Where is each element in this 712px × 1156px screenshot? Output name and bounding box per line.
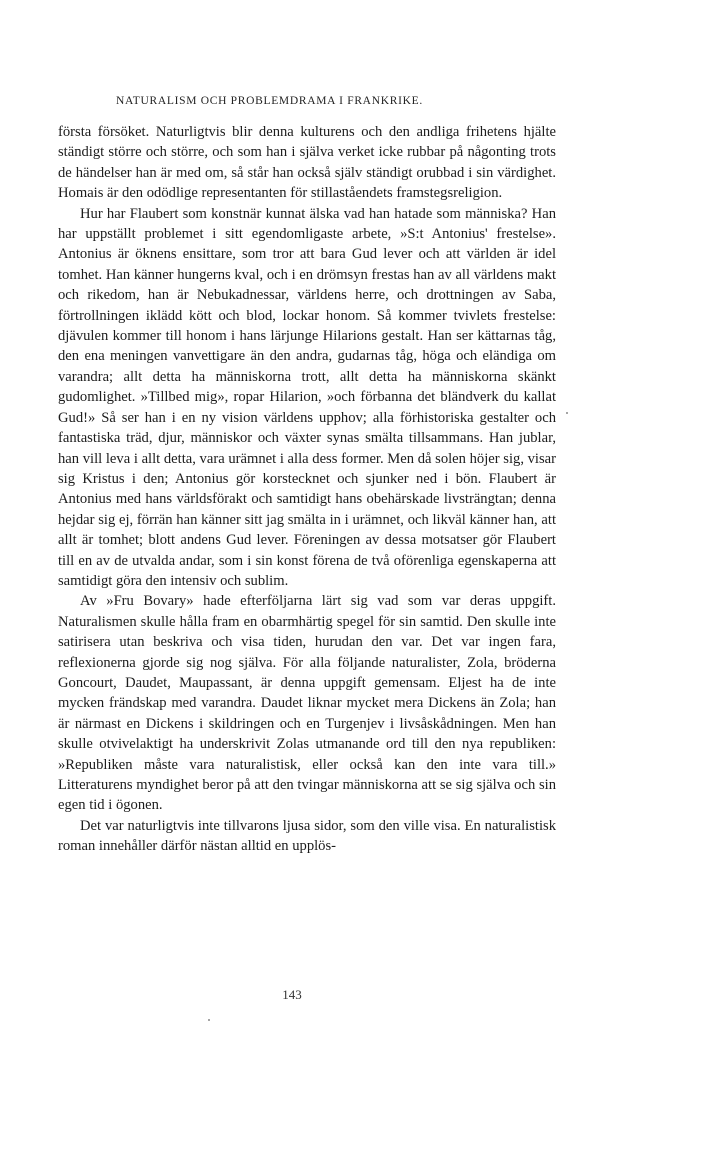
paragraph-1: första försöket. Naturligtvis blir denna kulturens och den andliga frihetens hjälte ständigt större och större, och som han i själva verket icke rubbar på någonting trots de händelser han är med om, så står han också själv ständigt orubbad i sin värdighet. Homais är den odödlige representanten för stillaståendets framstegsreligion.: [58, 124, 556, 202]
print-speck: [566, 412, 568, 414]
paragraph-4: Det var naturligtvis inte tillvarons ljusa sidor, som den ville visa. En naturalistisk roman innehåller därför nästan alltid en upplös-: [58, 817, 556, 855]
body-text: [58, 122, 556, 857]
page-number: 143: [282, 987, 302, 1002]
paragraph-3: Av »Fru Bovary» hade efterföljarna lärt sig vad som var deras uppgift. Naturalismen skulle hålla fram en obarmhärtig spegel för sin samtid. Den skulle inte satirisera utan beskriva och visa tiden, hurudan den var. Det var ingen fara, reflexionerna gjorde sig nog själva. För alla följande naturalister, Zola, bröderna Goncourt, Daudet, Maupassant, är denna uppgift gemensam. Eljest ha de inte mycken frändskap med varandra. Daudet liknar mycket mera Dickens än Zola; han är närmast en Dickens i skildringen och en Turgenjev i livsåskådningen. Men han skulle otvivelaktigt ha underskrivit Zolas utmanande ord till den nya republiken: »Republiken måste vara naturalistisk, eller också kan den inte vara till.» Litteraturens myndighet beror på att den tvingar människorna att se sig själva och sin egen tid i ögonen.: [58, 593, 556, 814]
print-speck: [208, 1019, 210, 1021]
paragraph-2: Hur har Flaubert som konstnär kunnat älska vad han hatade som människa? Han har uppställt problemet i sitt egendomligaste arbete, »S:t Antonius' frestelse». Antonius är öknens ensittare, som tror att bara Gud lever och att världen är idel tomhet. Han känner hungerns kval, och i en drömsyn frestas han av all världens makt och rikedom, han är Nebukadnessar, världens herre, och drottningen av Saba, förtrollningen iklädd kött och blod, lockar honom. Så kommer tvivlets frestelse: djävulen kommer till honom i hans lärjunge Hilarions gestalt. Han ser kättarnas tåg, den ena meningen vanvettigare än den andra, gudarnas tåg, höga och eländiga om varandra; allt detta ha människorna trott, allt detta ha människorna skänkt gudomlighet. »Tillbed mig», ropar Hilarion, »och förbanna det bländverk du kallat Gud!» Så ser han i en ny vision världens upphov; alla förhistoriska gestalter och fantastiska träd, djur, människor och växter synas smälta tillsammans. Han jublar, han vill leva i allt detta, vara urämnet i alla dess former. Men då solen höjer sig, visar sig Kristus i den; Antonius gör korstecknet och sjunker ned i bön. Flaubert är Antonius med hans världsförakt och samtidigt hans obehärskade livsträngtan; denna hejdar sig ej, förrän han känner sitt jag smälta in i urämnet, och likväl känner han, att allt är tomhet; blott andens Gud lever. Föreningen av dessa motsatser gör Flaubert till en av de utvalda andar, som i sin konst förena de två oförenliga egenskaperna att samtidigt göra den intensiv och sublim.: [58, 205, 556, 589]
running-head: NATURALISM OCH PROBLEMDRAMA I FRANKRIKE.: [116, 95, 423, 107]
